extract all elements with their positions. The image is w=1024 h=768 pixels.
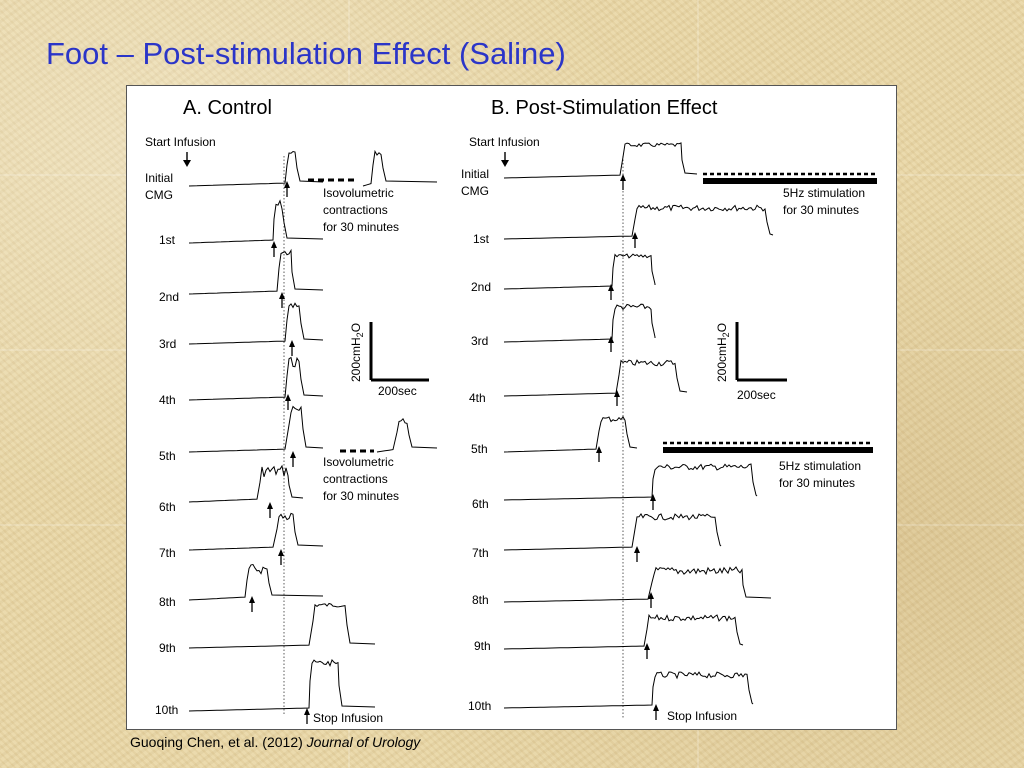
panel-b-traces xyxy=(504,143,773,720)
panel-b-cmg-trace xyxy=(504,360,687,396)
panel-b-trial-label: 5th xyxy=(471,442,488,456)
panel-b-void-arrow-icon xyxy=(608,336,614,352)
panel-b-trial-label: 8th xyxy=(472,593,489,607)
panel-b-cmg-trace xyxy=(504,514,721,550)
panel-b-void-arrow-icon xyxy=(644,643,650,659)
panel-a-note2 xyxy=(323,455,399,503)
panel-a-cmg-trace xyxy=(189,358,323,401)
panel-a-scale-time: 200sec xyxy=(378,384,417,398)
panel-a-trial-label: 3rd xyxy=(159,337,177,351)
panel-b-note2-line: for 30 minutes xyxy=(779,476,856,490)
citation-authors: Guoqing Chen, et al. (2012) xyxy=(130,734,303,750)
panel-a-cmg-trace xyxy=(377,419,437,452)
panel-b-start-infusion: Start Infusion xyxy=(469,135,540,149)
panel-a-title: A. Control xyxy=(183,97,272,119)
panel-b-note1-line: for 30 minutes xyxy=(783,203,860,217)
panel-a-cmg-trace xyxy=(189,466,303,502)
panel-b-void-arrow-icon xyxy=(650,494,656,510)
cmg-figure xyxy=(127,86,896,729)
panel-a-void-arrow-icon xyxy=(290,451,296,467)
panel-b-note1-line: 5Hz stimulation xyxy=(783,186,866,200)
panel-a-note1 xyxy=(323,186,399,234)
panel-a-trial-label: 9th xyxy=(159,641,176,655)
panel-b-trial-label: 1st xyxy=(473,232,490,246)
panel-b-cmg-trace xyxy=(504,672,753,708)
panel-a-void-arrow-icon xyxy=(278,549,284,565)
panel-b-trial-labels xyxy=(468,232,491,713)
panel-b-trial-label: 7th xyxy=(472,546,489,560)
slide-title: Foot – Post-stimulation Effect (Saline) xyxy=(46,36,566,71)
panel-b-void-arrow-icon xyxy=(634,546,640,562)
panel-b-void-arrow-icon xyxy=(614,390,620,406)
panel-a-void-arrow-icon xyxy=(304,708,310,724)
panel-b-cmg-trace xyxy=(504,615,743,649)
panel-a-start-infusion: Start Infusion xyxy=(145,135,216,149)
panel-b-initial-line1: Initial xyxy=(461,167,490,181)
panel-a-trial-label: 6th xyxy=(159,500,176,514)
panel-a-note1-line: Isovolumetric xyxy=(323,186,394,200)
panel-b-cmg-trace xyxy=(504,205,773,239)
panel-b-stimulation-bar xyxy=(663,443,873,453)
panel-a-trial-label: 5th xyxy=(159,449,176,463)
panel-a-cmg-trace xyxy=(189,407,323,453)
panel-b-title: B. Post-Stimulation Effect xyxy=(491,97,718,119)
panel-b-stop-infusion: Stop Infusion xyxy=(667,709,738,723)
panel-b-cmg-trace xyxy=(504,464,757,500)
panel-b-initial-line2: CMG xyxy=(461,184,489,198)
panel-a-scale-bar xyxy=(349,322,429,398)
panel-a-cmg-trace xyxy=(189,565,323,601)
panel-b-trial-label: 2nd xyxy=(471,280,492,294)
panel-a-cmg-trace xyxy=(189,152,323,187)
panel-b-cmg-trace xyxy=(504,254,655,289)
figure-panel xyxy=(126,85,897,730)
panel-b-note2-line: 5Hz stimulation xyxy=(779,459,862,473)
panel-a-cmg-trace xyxy=(363,151,437,186)
panel-a-traces xyxy=(189,151,437,724)
panel-a-cmg-trace xyxy=(189,251,323,295)
panel-b-trial-label: 6th xyxy=(472,497,489,511)
panel-a-note1-line: contractions xyxy=(323,203,388,217)
panel-b-stimulation-bar xyxy=(703,174,877,184)
panel-a-void-arrow-icon xyxy=(285,394,291,410)
panel-b-void-arrow-icon xyxy=(632,232,638,248)
panel-b-cmg-trace xyxy=(504,417,637,452)
panel-a-note1-line: for 30 minutes xyxy=(323,220,400,234)
panel-a-void-arrow-icon xyxy=(267,502,273,518)
panel-b-cmg-trace xyxy=(504,304,655,342)
panel-a-start-arrow-icon xyxy=(183,152,191,167)
panel-b-trial-label: 9th xyxy=(474,639,491,653)
panel-b-trial-label: 4th xyxy=(469,391,486,405)
panel-b-note1 xyxy=(783,186,865,217)
panel-a-void-arrow-icon xyxy=(271,241,277,257)
panel-a-trial-label: 10th xyxy=(155,703,179,717)
panel-b-trial-label: 3rd xyxy=(471,334,489,348)
panel-a-cmg-trace xyxy=(189,303,323,344)
panel-b-scale-pressure: 200cmH$_2$O xyxy=(715,322,731,382)
panel-a-note2-line: Isovolumetric xyxy=(323,455,394,469)
panel-b-scale-time: 200sec xyxy=(737,388,776,402)
panel-b-trial-label: 10th xyxy=(468,699,492,713)
panel-b-cmg-trace xyxy=(504,567,771,602)
panel-a-trial-label: 1st xyxy=(159,233,176,247)
panel-a-stop-infusion: Stop Infusion xyxy=(313,711,384,725)
panel-a-note2-line: contractions xyxy=(323,472,388,486)
panel-b-void-arrow-icon xyxy=(620,174,626,190)
panel-a-cmg-trace xyxy=(189,604,375,649)
citation xyxy=(130,734,420,750)
citation-journal: Journal of Urology xyxy=(306,734,421,750)
panel-b-scale-bar xyxy=(715,322,787,402)
panel-b-void-arrow-icon xyxy=(596,446,602,462)
panel-a-cmg-trace xyxy=(189,660,375,711)
panel-a-trial-labels xyxy=(155,233,179,717)
panel-a-trial-label: 2nd xyxy=(159,290,180,304)
panel-a-initial-line1: Initial xyxy=(145,171,174,185)
panel-a-note2-line: for 30 minutes xyxy=(323,489,400,503)
panel-a-void-arrow-icon xyxy=(289,340,295,356)
panel-a-cmg-trace xyxy=(189,201,323,243)
panel-a-initial-line2: CMG xyxy=(145,188,173,202)
panel-a-trial-label: 8th xyxy=(159,595,176,609)
panel-a-trial-label: 4th xyxy=(159,393,176,407)
panel-a-cmg-trace xyxy=(189,513,323,550)
panel-b-note2 xyxy=(779,459,861,490)
panel-a-trial-label: 7th xyxy=(159,546,176,560)
panel-b-void-arrow-icon xyxy=(653,704,659,720)
panel-a-scale-pressure: 200cmH$_2$O xyxy=(349,322,365,382)
panel-b-start-arrow-icon xyxy=(501,152,509,167)
panel-a-void-arrow-icon xyxy=(249,596,255,612)
